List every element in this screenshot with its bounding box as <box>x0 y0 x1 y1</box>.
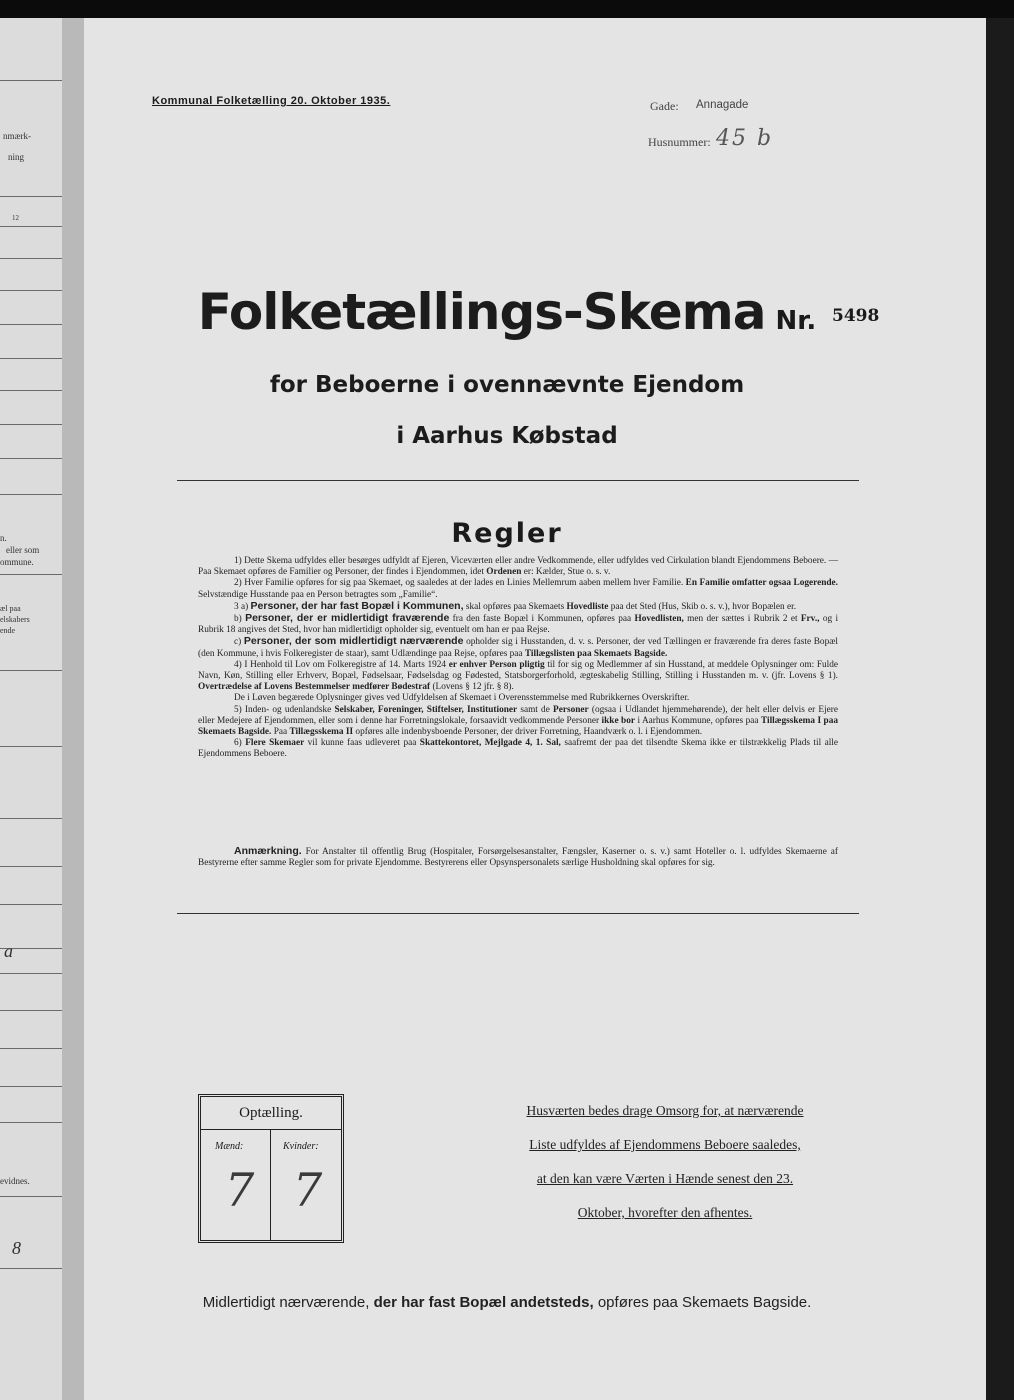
fragment: ommune. <box>0 557 34 567</box>
fragment: ende <box>0 626 16 635</box>
book-binding <box>986 18 1014 1400</box>
form-title-main: Folketællings-Skema <box>197 283 766 341</box>
fragment: ning <box>8 152 25 162</box>
fragment: n. <box>0 533 7 543</box>
footer-part: Midlertidigt nærværende, <box>202 1294 370 1311</box>
notice-line: at den kan være Værten i Hænde senest den 23. <box>536 1171 794 1186</box>
footer-instruction <box>0 1294 1014 1311</box>
tally-divider <box>270 1129 271 1240</box>
notice-line: Husværten bedes drage Omsorg for, at nærværende <box>526 1103 804 1118</box>
rule-3a: 3 a) Personer, der har fast Bopæl i Kommunen, skal opføres paa Skemaets Hovedliste paa det Sted (Hus, Skib o. s. v.), hvor Bopælen er. <box>234 599 797 612</box>
form-subtitle-city: i Aarhus Købstad <box>396 423 618 449</box>
book-gutter <box>62 18 84 1400</box>
remark-text: For Anstalter til offentlig Brug (Hospitaler, Forsørgelsesanstalter, Fængsler, Kaserner o. s. v.) samt Hoteller o. l. udfyldes Skemaerne af Bestyrerne efter samme Regler som for private Ejendomme. Bestyrerens eller Opsynspersonalets særlige Husholdning skal opføres for sig. <box>198 847 839 869</box>
rule-6: 6) Flere Skemaer vil kunne faas udleveret paa Skattekontoret, Mejlgade 4, 1. Sal, saafremt der paa det tilsendte Skema ikke er tilstrækkelig Plads til alle Ejendommens Beboere. <box>198 738 838 760</box>
census-header-line: Kommunal Folketælling 20. Oktober 1935. <box>152 95 391 107</box>
men-count: 7 <box>225 1163 255 1217</box>
rule-3b: b) Personer, der er midlertidigt fraværende fra den faste Bopæl i Kommunen, opføres paa Hovedlisten, men der sættes i Rubrik 2 et Frv., og i Rubrik 18 angives det Sted, hvor han midlertidigt opholder sig, eventuelt om han er paa Rejse. <box>198 612 839 636</box>
fragment: 12 <box>12 214 19 222</box>
women-count: 7 <box>293 1163 323 1217</box>
previous-page-edge <box>0 18 62 1400</box>
landlord-notice <box>480 1098 850 1234</box>
rule-3c: c) Personer, der som midlertidigt nærværende opholder sig i Husstanden, d. v. s. Personer, der ved Tællingen er fraværende fra deres faste Bopæl (den Kommune, i hvis Folkeregister de staar), samt Udlændinge paa Rejse, opføres paa Tillægslisten paa Skemaets Bagside. <box>198 635 839 659</box>
tally-title: Optælling. <box>201 1097 341 1130</box>
house-number-label: Husnummer: <box>648 135 711 149</box>
form-number: 5498 <box>832 306 880 326</box>
fragment: a <box>4 941 13 961</box>
notice-line: Liste udfyldes af Ejendommens Beboere saaledes, <box>529 1137 801 1152</box>
divider <box>177 913 859 914</box>
street-value: Annagade <box>696 99 749 111</box>
rules-text <box>198 556 838 761</box>
rule-4-note: De i Løven begærede Oplysninger gives ved Udfyldelsen af Skemaet i Overensstemmelse med Rubrikkernes Overskrifter. <box>234 693 690 704</box>
form-subtitle: for Beboerne i ovennævnte Ejendom <box>269 372 745 398</box>
street-label: Gade: <box>650 99 679 113</box>
rule-4: 4) I Henhold til Lov om Folkeregistre af 14. Marts 1924 er enhver Person pligtig til for sig og Medlemmer af sin Husstand, at meddele Oplysninger om: Fulde Navn, Køn, Stilling eller Erhverv, Bopæl, Fødselsaar, Fødselsdag og Fødested, Statsborgerforhold, ægteskabelig Stilling, Stilling i Husstanden m. v. (jfr. Lovens § 1). Overtrædelse af Lovens Bestemmelser medfører Bødestraf (Lovens § 12 jfr. § 8). <box>198 659 839 693</box>
rule-2: 2) Hver Familie opføres for sig paa Skemaet, og saaledes at der lades en Linies Mellemrum aaben mellem hver Familie. En Familie omfatter ogsaa Logerende. Selvstændige Husstande paa en Person betragtes som „Familie“. <box>198 578 838 600</box>
fragment: 8 <box>12 1238 21 1258</box>
form-title-nr-label: Nr. <box>775 306 817 336</box>
divider <box>177 480 859 481</box>
rule-5: 5) Inden- og udenlandske Selskaber, Foreninger, Stiftelser, Institutioner samt de Personer (ogsaa i Udlandet hjemmehørende), der helt eller delvis er Ejere eller Medejere af Ejendommen, eller som i denne har Forretningslokale, forsaavidt vedkommende Personer ikke bor i Aarhus Kommune, opføres paa Tillægsskema I paa Skemaets Bagside. Paa Tillægsskema II opføres alle indenbysboende Personer, der driver Forretning, Haandværk o. l. i Ejendommen. <box>198 704 839 738</box>
rule-1: 1) Dette Skema udfyldes eller besørges udfyldt af Ejeren, Viceværten eller andre Vedkommende, eller udfyldes ved Cirkulation blandt Ejendommens Beboere. — Paa Skemaet opføres de Familier og Personer, der findes i Ejendommen, idet Ordenen er: Kælder, Stue o. s. v. <box>198 556 838 578</box>
fragment: elskabers <box>0 615 30 624</box>
rules-heading: Regler <box>451 518 563 549</box>
fragment: evidnes. <box>0 1176 30 1186</box>
footer-part: opføres paa Skemaets Bagside. <box>597 1294 812 1311</box>
women-label: Kvinder: <box>283 1141 319 1152</box>
fragment: æl paa <box>0 604 21 613</box>
remark-paragraph <box>198 846 838 869</box>
remark-label: Anmærkning. <box>234 845 302 857</box>
tally-box <box>198 1094 344 1243</box>
notice-line: Oktober, hvorefter den afhentes. <box>577 1205 753 1220</box>
fragment: nmærk- <box>3 131 31 141</box>
fragment: eller som <box>6 545 40 555</box>
footer-part-bold: der har fast Bopæl andetsteds, <box>373 1294 594 1311</box>
house-number-value: 45 b <box>716 126 774 151</box>
men-label: Mænd: <box>215 1141 244 1152</box>
